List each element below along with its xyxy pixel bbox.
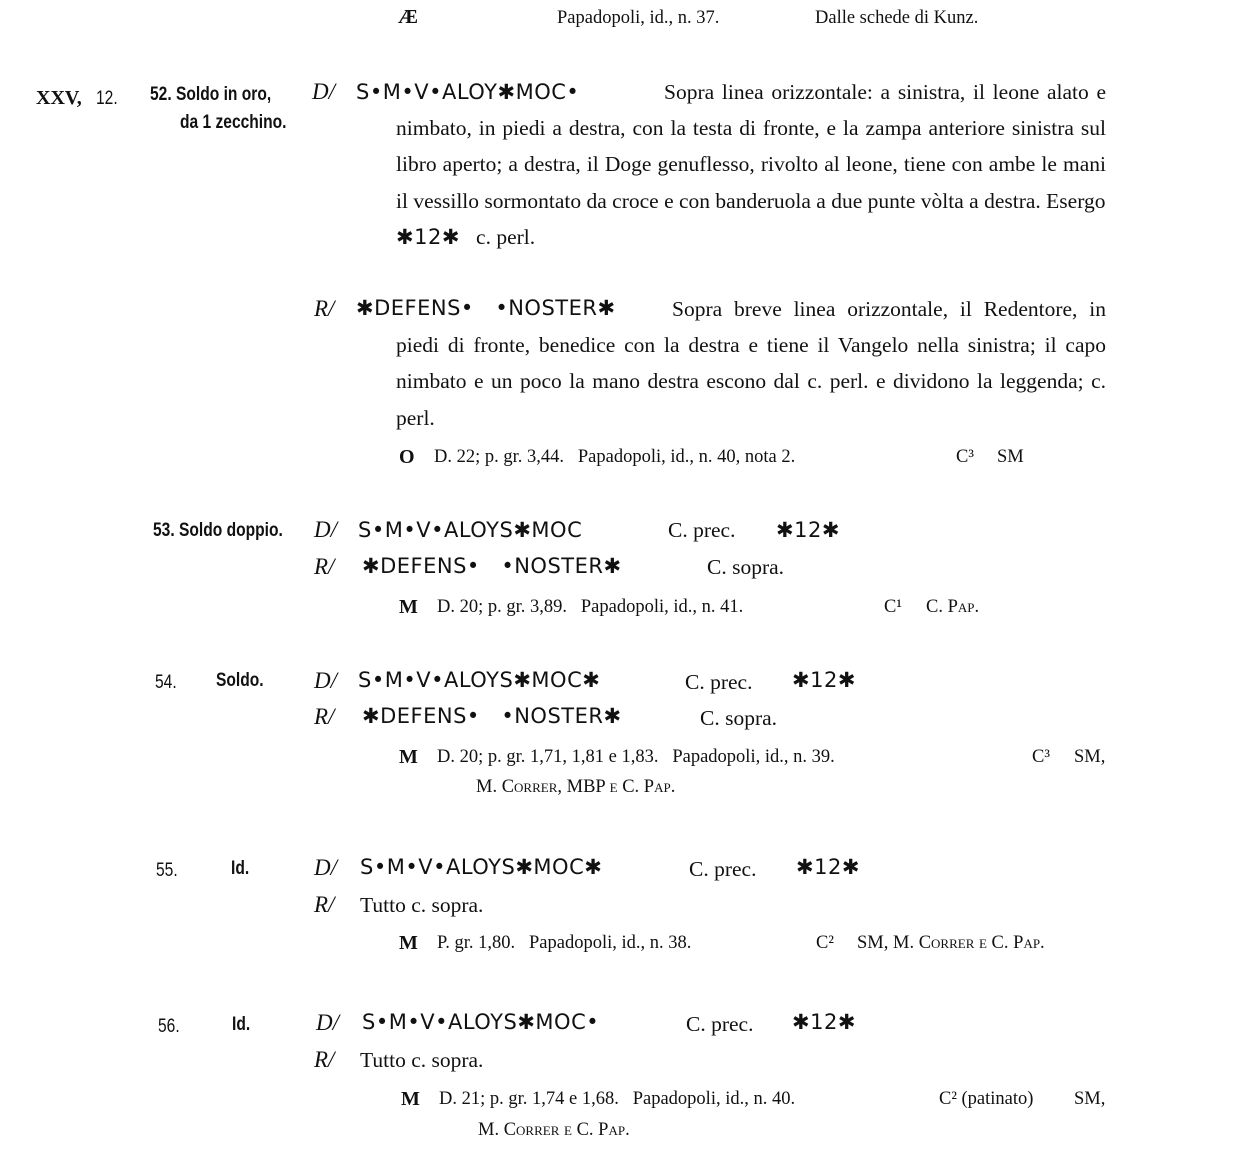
obverse-legend: S•M•V•ALOYS✱MOC xyxy=(358,518,583,542)
obverse-note: C. prec. xyxy=(686,1012,754,1036)
reverse-symbol: R/ xyxy=(314,704,335,729)
rarity: C³ xyxy=(1032,747,1050,767)
entry-label: Id. xyxy=(231,858,250,879)
metal-mark: M xyxy=(399,596,418,618)
rarity: C² (patinato) xyxy=(939,1089,1034,1109)
collections: SM xyxy=(997,447,1024,467)
collections: SM, xyxy=(1074,747,1106,767)
obverse-legend: S•M•V•ALOY✱MOC• xyxy=(356,80,580,104)
reference: D. 21; p. gr. 1,74 e 1,68. Papadopoli, id., n. 40. xyxy=(439,1089,796,1109)
reference: Papadopoli, id., n. 37. xyxy=(557,8,720,28)
obverse-mark: ✱12✱ xyxy=(796,855,860,879)
entry-number: 55. xyxy=(156,860,178,881)
obverse-legend: S•M•V•ALOYS✱MOC• xyxy=(362,1010,600,1034)
reverse-note: C. sopra. xyxy=(707,555,785,579)
entry-label-line2: da 1 zecchino. xyxy=(180,112,287,133)
exergue-legend: ✱12✱ xyxy=(396,224,460,249)
collections: C. Pap. xyxy=(926,597,980,617)
collections: SM, xyxy=(1074,1089,1106,1109)
obverse-note: C. prec. xyxy=(685,670,753,694)
obverse-symbol: D/ xyxy=(314,855,337,880)
reverse-legend: ✱DEFENS• •NOSTER✱ xyxy=(362,704,622,728)
metal-mark: Æ xyxy=(398,6,418,28)
reverse-description: Sopra breve linea orizzontale, il Redentore, in piedi di fronte, benedice con la destra e tiene il Vangelo nella sinistra; il capo nimbato e un poco la mano destra escono dal c. perl. e dividono la leggenda; c. perl. xyxy=(396,297,1106,430)
obverse-mark: ✱12✱ xyxy=(792,1010,856,1034)
reference: D. 20; p. gr. 1,71, 1,81 e 1,83. Papadopoli, id., n. 39. xyxy=(437,747,835,767)
reverse-note: C. sopra. xyxy=(700,706,778,730)
entry-number: 54. xyxy=(155,672,177,693)
reference: D. 22; p. gr. 3,44. Papadopoli, id., n. 40, nota 2. xyxy=(434,447,796,467)
obverse-note: C. prec. xyxy=(689,857,757,881)
obverse-note: C. prec. xyxy=(668,518,736,542)
obverse-legend: S•M•V•ALOYS✱MOC✱ xyxy=(360,855,603,879)
collections-line2: M. Correr, MBP e C. Pap. xyxy=(476,777,676,797)
source-note: Dalle schede di Kunz. xyxy=(815,8,979,28)
reverse-legend: ✱DEFENS• •NOSTER✱ xyxy=(362,554,622,578)
reverse-note: Tutto c. sopra. xyxy=(360,1048,484,1072)
obverse-symbol: D/ xyxy=(312,79,335,104)
reverse-symbol: R/ xyxy=(314,1047,335,1072)
reverse-symbol: R/ xyxy=(314,296,335,321)
metal-mark: M xyxy=(401,1088,420,1110)
metal-mark: M xyxy=(399,746,418,768)
entry-number: 56. xyxy=(158,1016,180,1037)
metal-mark: O xyxy=(399,446,415,468)
reference: P. gr. 1,80. Papadopoli, id., n. 38. xyxy=(437,933,692,953)
rarity: C¹ xyxy=(884,597,902,617)
entry-label: Id. xyxy=(232,1014,251,1035)
entry-label: 53. Soldo doppio. xyxy=(153,520,283,541)
reverse-symbol: R/ xyxy=(314,892,335,917)
reverse-legend: ✱DEFENS• •NOSTER✱ xyxy=(356,296,616,320)
obverse-mark: ✱12✱ xyxy=(792,668,856,692)
collections: SM, M. Correr e C. Pap. xyxy=(857,933,1045,953)
reverse-symbol: R/ xyxy=(314,554,335,579)
obverse-description: Sopra linea orizzontale: a sinistra, il leone alato e nimbato, in piedi a destra, con la testa di fronte, e la zampa anteriore sinistra sul libro aperto; a destra, il Doge genuflesso, rivolto al leone, tiene con ambe le mani il vessillo sormontato da croce e con banderuola a due punte vòlta a destra. Esergo ✱12✱ c. perl. xyxy=(396,80,1106,249)
rarity: C³ xyxy=(956,447,974,467)
metal-mark: M xyxy=(399,932,418,954)
rarity: C² xyxy=(816,933,834,953)
obverse-symbol: D/ xyxy=(316,1010,339,1035)
collections-line2: M. Correr e C. Pap. xyxy=(478,1120,630,1140)
plate-ref: XXV, xyxy=(36,87,82,109)
reverse-note: Tutto c. sopra. xyxy=(360,893,484,917)
entry-label: Soldo. xyxy=(216,670,264,691)
obverse-symbol: D/ xyxy=(314,517,337,542)
obverse-legend: S•M•V•ALOYS✱MOC✱ xyxy=(358,668,601,692)
obverse-symbol: D/ xyxy=(314,668,337,693)
exergue-tail: c. perl. xyxy=(476,224,536,249)
entry-label: 52. Soldo in oro, xyxy=(150,84,272,105)
plate-number: 12. xyxy=(96,88,118,109)
reference: D. 20; p. gr. 3,89. Papadopoli, id., n. 41. xyxy=(437,597,744,617)
obverse-mark: ✱12✱ xyxy=(776,518,840,542)
